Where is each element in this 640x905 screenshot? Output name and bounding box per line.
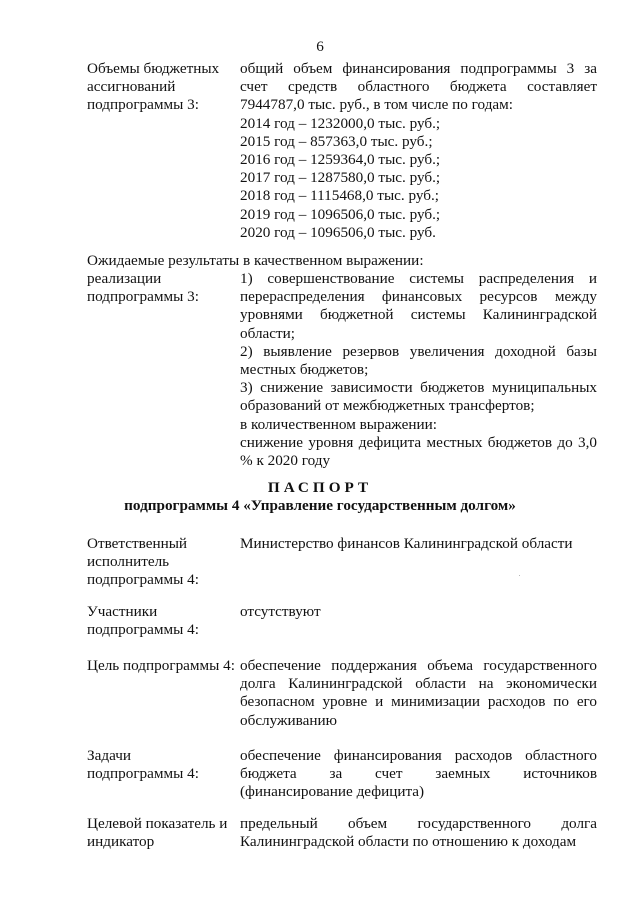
responsible-executor-value: Министерство финансов Калининградской области (240, 535, 573, 552)
deficit-reduction-target: снижение уровня дефицита местных бюджетов до 3,0 % к 2020 году (240, 433, 597, 470)
budget-year-2017: 2017 год – 1287580,0 тыс. руб.; (240, 169, 441, 187)
scan-speck (519, 575, 520, 576)
responsible-executor-row (87, 535, 597, 590)
expected-result-item-2: 2) выявление резервов увеличения доходной базы местных бюджетов; (240, 342, 597, 379)
budget-allocation-row (87, 60, 597, 242)
passport-subtitle: подпрограммы 4 «Управление государственным долгом» (124, 497, 516, 514)
budget-year-2018: 2018 год – 1115468,0 тыс. руб.; (240, 187, 440, 205)
budget-allocation-content (240, 60, 597, 242)
expected-results-heading: Ожидаемые результаты в качественном выражении: (87, 252, 424, 269)
budget-year-2015: 2015 год – 857363,0 тыс. руб.; (240, 132, 433, 150)
expected-result-item-1: 1) совершенствование системы распределения и перераспределения финансовых ресурсов между уровнями бюджетной системы Калининградской области; (240, 270, 597, 342)
expected-result-item-3: 3) снижение зависимости бюджетов муниципальных образований от межбюджетных трансфертов; (240, 379, 597, 415)
participants-row (87, 603, 597, 639)
participants-value: отсутствуют (240, 603, 321, 620)
budget-year-2020: 2020 год – 1096506,0 тыс. руб. (240, 223, 436, 241)
tasks-section (87, 747, 597, 802)
target-indicator-label: Целевой показатель и индикатор (87, 815, 228, 851)
target-indicator-row (87, 815, 597, 851)
expected-results-label: реализации подпрограммы 3: (87, 270, 199, 306)
tasks-row (87, 747, 597, 802)
responsible-executor-section (87, 535, 597, 590)
passport-title: ПАСПОРТ (267, 479, 373, 496)
participants-label: Участники подпрограммы 4: (87, 603, 199, 639)
goal-section (87, 657, 597, 730)
tasks-label: Задачи подпрограммы 4: (87, 747, 199, 783)
tasks-value: обеспечение финансирования расходов областного бюджета за счет заемных источников (финансирование дефицита) (240, 747, 597, 801)
page-number: 6 (316, 38, 324, 55)
budget-year-2014: 2014 год – 1232000,0 тыс. руб.; (240, 114, 441, 132)
quantitative-heading: в количественном выражении: (240, 415, 437, 433)
participants-section (87, 603, 597, 639)
target-indicator-section (87, 815, 597, 851)
budget-allocation-label: Объемы бюджетных ассигнований подпрограммы 3: (87, 60, 220, 114)
budget-allocation-section (87, 60, 597, 242)
goal-row (87, 657, 597, 730)
budget-year-2016: 2016 год – 1259364,0 тыс. руб.; (240, 151, 441, 169)
goal-label: Цель подпрограммы 4: (87, 657, 235, 674)
goal-value: обеспечение поддержания объема государственного долга Калининградской области на экономически безопасном уровне и минимизации расходов по его обслуживанию (240, 657, 597, 729)
budget-year-2019: 2019 год – 1096506,0 тыс. руб.; (240, 205, 441, 223)
target-indicator-value: предельный объем государственного долга Калининградской области по отношению к доходам (240, 815, 597, 851)
expected-results-section (87, 270, 597, 470)
expected-results-content (240, 270, 597, 470)
budget-allocation-text: общий объем финансирования подпрограммы 3 за счет средств областного бюджета составляет 7944787,0 тыс. руб., в том числе по годам: (240, 60, 597, 114)
expected-results-row (87, 270, 597, 470)
responsible-executor-label: Ответственный исполнитель подпрограммы 4: (87, 535, 199, 589)
